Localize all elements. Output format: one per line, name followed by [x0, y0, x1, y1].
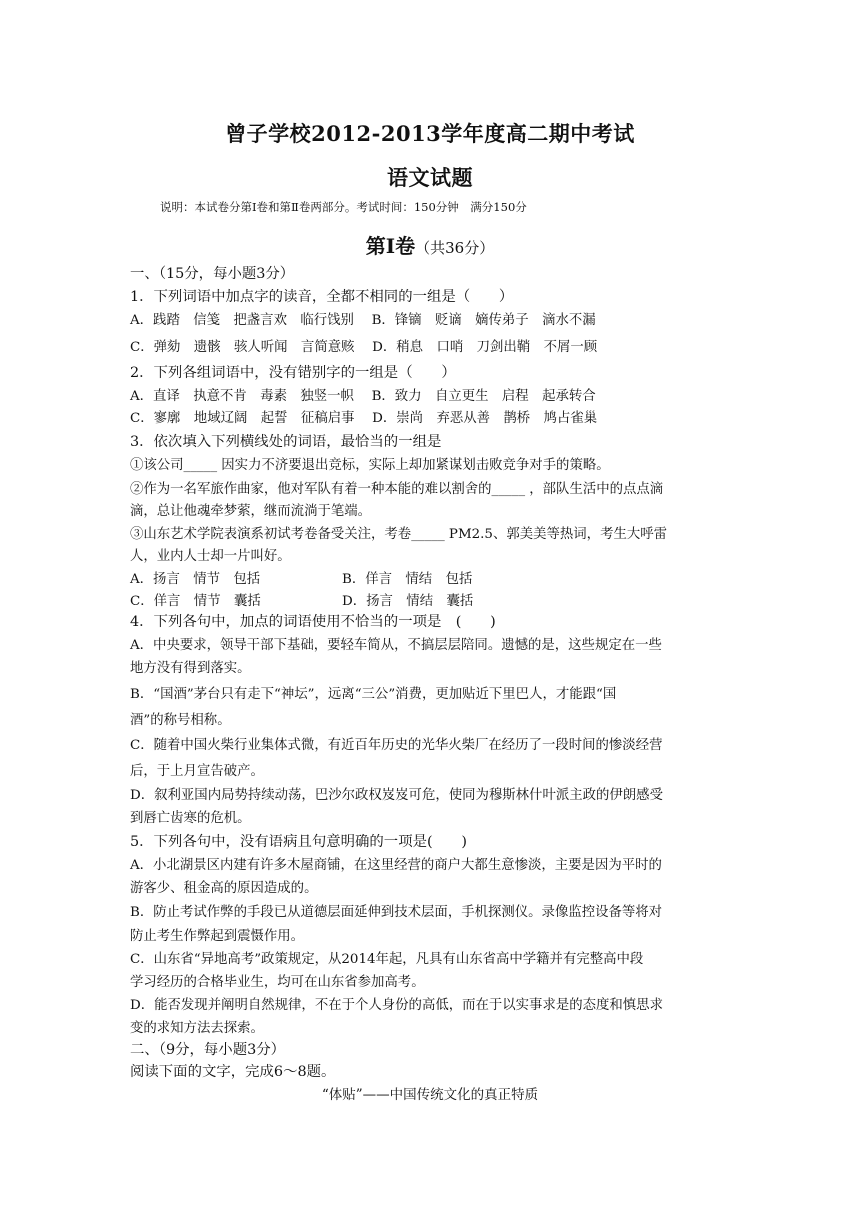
- exam-subtitle: 语文试题: [387, 165, 473, 190]
- volume-score: （共36分）: [415, 239, 495, 257]
- volume-heading: [0, 230, 860, 259]
- q5-option-a-line2: 游客少、租金高的原因造成的。: [130, 881, 318, 896]
- section2-intro: 阅读下面的文字，完成6～8题。: [130, 1064, 336, 1080]
- q4-option-d-line2: 到唇亡齿寒的危机。: [130, 811, 251, 826]
- q2-options-row1: A．直译 执意不肯 毒素 独竖一帜 B．致力 自立更生 启程 起承转合: [130, 389, 596, 404]
- q4-option-a-line2: 地方没有得到落实。: [130, 661, 251, 676]
- q3-option-d: D．扬言 情结 囊括: [342, 594, 474, 609]
- q5-stem: 5．下列各句中，没有语病且句意明确的一项是( ): [130, 834, 467, 850]
- q4-option-a-line1: A．中央要求，领导干部下基础，要轻车简从，不搞层层陪同。遗憾的是，这些规定在一些: [130, 638, 662, 653]
- q5-option-d-line2: 变的求知方法去探索。: [130, 1021, 264, 1036]
- exam-note: 说明：本试卷分第Ⅰ卷和第Ⅱ卷两部分。考试时间：150分钟 满分150分: [160, 200, 527, 214]
- q3-sentence3-line1: ③山东艺术学院表演系初试考卷备受关注，考卷_____ PM2.5、郭美美等热词，考生大呼雷: [130, 527, 668, 542]
- section2-heading: 二、（9分，每小题3分）: [130, 1042, 286, 1058]
- q4-option-c-line2: 后，于上月宣告破产。: [130, 764, 264, 779]
- q5-option-a-line1: A．小北湖景区内建有许多木屋商铺，在这里经营的商户大都生意惨淡，主要是因为平时的: [130, 858, 662, 873]
- q4-option-b-line2: 酒”的称号相称。: [130, 713, 231, 728]
- q1-stem: 1．下列词语中加点字的读音，全都不相同的一组是（ ）: [130, 289, 514, 305]
- q3-sentence1: ①该公司_____ 因实力不济要退出竞标，实际上却加紧谋划击败竞争对手的策略。: [130, 458, 610, 473]
- q5-option-d-line1: D．能否发现并阐明自然规律，不在于个人身份的高低，而在于以实事求是的态度和慎思求: [130, 998, 663, 1013]
- q3-option-a: A．扬言 情节 包括: [130, 572, 261, 587]
- q3-sentence3-line2: 人，业内人士却一片叫好。: [130, 549, 291, 564]
- q2-options-row2: C．寥廓 地域辽阔 起誓 征稿启事 D．崇尚 弃恶从善 鹊桥 鸠占雀巢: [130, 411, 598, 426]
- q4-option-b-line1: B．“国酒”茅台只有走下“神坛”，远离“三公”消费，更加贴近下里巴人，才能跟“国: [130, 687, 617, 702]
- q1-options-row1: A．践踏 信笺 把盏言欢 临行饯别 B．锋镝 贬谪 嫡传弟子 滴水不漏: [130, 313, 596, 328]
- q5-option-c-line1: C．山东省“异地高考”政策规定，从2014年起，凡具有山东省高中学籍并有完整高中段: [130, 952, 644, 967]
- section1-heading: 一、（15分，每小题3分）: [130, 266, 295, 282]
- q3-sentence2-line2: 滴，总让他魂牵梦萦，继而流淌于笔端。: [130, 504, 372, 519]
- q3-option-b: B．佯言 情结 包括: [342, 572, 473, 587]
- q2-stem: 2．下列各组词语中，没有错别字的一组是（ ）: [130, 365, 456, 381]
- q4-option-c-line1: C．随着中国火柴行业集体式微，有近百年历史的光华火柴厂在经历了一段时间的惨淡经营: [130, 738, 663, 753]
- q5-option-b-line1: B．防止考试作弊的手段已从道德层面延伸到技术层面，手机探测仪。录像监控设备等将对: [130, 905, 663, 920]
- q5-option-c-line2: 学习经历的合格毕业生，均可在山东省参加高考。: [130, 975, 425, 990]
- passage-title: “体贴”——中国传统文化的真正特质: [321, 1087, 539, 1103]
- volume-title: 第Ⅰ卷: [365, 234, 416, 258]
- q3-option-c: C．佯言 情节 囊括: [130, 594, 261, 609]
- q4-option-d-line1: D．叙利亚国内局势持续动荡，巴沙尔政权岌岌可危，使同为穆斯林什叶派主政的伊朗感受: [130, 788, 663, 803]
- q1-options-row2: C．弹劾 遗骸 骇人听闻 言简意赅 D．稍息 口哨 刀剑出鞘 不屑一顾: [130, 340, 598, 355]
- q4-stem: 4．下列各句中，加点的词语使用不恰当的一项是 ( ): [130, 614, 496, 630]
- q3-sentence2-line1: ②作为一名军旅作曲家，他对军队有着一种本能的难以割舍的_____ ，部队生活中的点点滴: [130, 482, 664, 497]
- q5-option-b-line2: 防止考生作弊起到震慑作用。: [130, 929, 305, 944]
- exam-title: 曾子学校2012-2013学年度高二期中考试: [225, 121, 635, 146]
- q3-stem: 3．依次填入下列横线处的词语，最恰当的一组是: [130, 434, 442, 450]
